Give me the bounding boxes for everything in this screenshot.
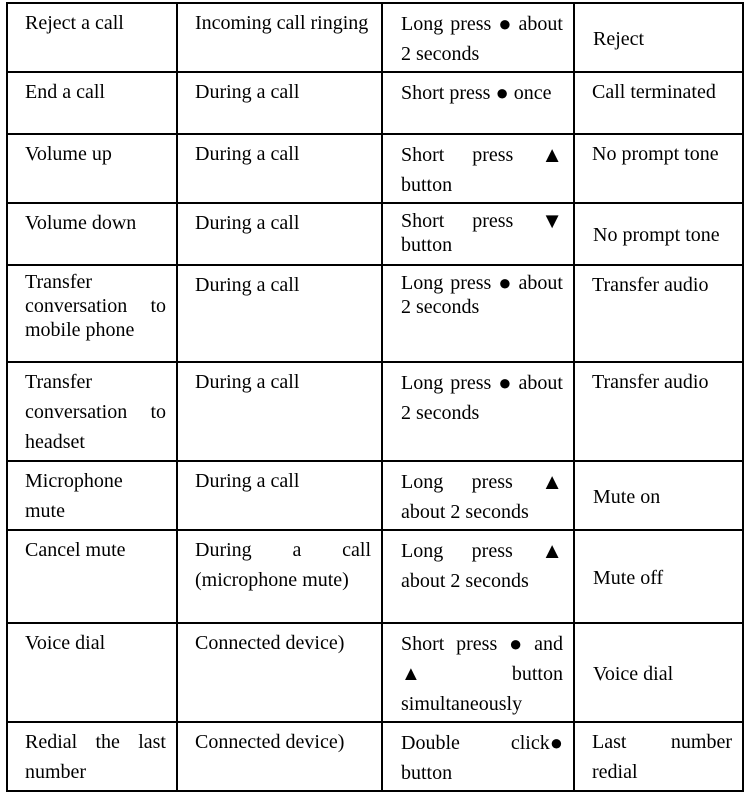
- state-cell: Incoming call ringing: [177, 3, 382, 72]
- operation-cell: [382, 72, 574, 134]
- table-row: [7, 461, 743, 530]
- result-cell: No prompt tone: [574, 134, 743, 203]
- result-cell: Mute off: [574, 530, 743, 623]
- operation-text: Short press: [401, 82, 496, 104]
- operation-text: button: [401, 234, 453, 256]
- operation-text: about 2 seconds: [401, 570, 529, 592]
- function-cell: Reject a call: [7, 3, 177, 72]
- operation-text: and ▲ button simultaneously: [401, 633, 563, 715]
- table-row: [7, 3, 743, 72]
- state-cell: Connected device): [177, 722, 382, 791]
- operation-text: about 2 seconds: [401, 13, 563, 65]
- result-cell: Mute on: [574, 461, 743, 530]
- operation-text: Long press: [401, 13, 499, 35]
- result-cell: Transfer audio: [574, 362, 743, 461]
- function-cell: Volume up: [7, 134, 177, 203]
- button-glyph-icon: ●: [549, 730, 563, 755]
- function-cell: Redial the last number: [7, 722, 177, 791]
- operation-text: once: [508, 82, 552, 104]
- operation-cell: [382, 623, 574, 722]
- function-cell: Microphone mute: [7, 461, 177, 530]
- result-cell: Reject: [574, 3, 743, 72]
- operation-text: Short press: [401, 210, 542, 232]
- operation-cell: [382, 461, 574, 530]
- operation-text: about 2 seconds: [401, 501, 529, 523]
- operation-text: Short press: [401, 633, 510, 655]
- button-glyph-icon: ▲: [541, 469, 563, 494]
- function-cell: Cancel mute: [7, 530, 177, 623]
- operation-cell: [382, 265, 574, 362]
- table-row: [7, 362, 743, 461]
- table-row: [7, 203, 743, 265]
- result-cell: No prompt tone: [574, 203, 743, 265]
- operation-text: Long press: [401, 372, 499, 394]
- button-glyph-icon: ●: [509, 631, 523, 656]
- function-cell: Transfer conversation to mobile phone: [7, 265, 177, 362]
- operation-cell: [382, 134, 574, 203]
- operation-text: Double click: [401, 732, 550, 754]
- operation-text: button: [401, 174, 453, 196]
- operation-text: button: [401, 762, 453, 784]
- table-row: [7, 530, 743, 623]
- function-cell: Volume down: [7, 203, 177, 265]
- function-cell: End a call: [7, 72, 177, 134]
- operation-text: Long press: [401, 540, 542, 562]
- operation-text: Long press: [401, 272, 499, 294]
- button-function-table: [6, 2, 744, 792]
- state-cell: During a call: [177, 134, 382, 203]
- operation-cell: [382, 203, 574, 265]
- button-glyph-icon: ▲: [541, 538, 563, 563]
- result-cell: Call terminated: [574, 72, 743, 134]
- operation-text: Long press: [401, 471, 542, 493]
- table-row: [7, 72, 743, 134]
- state-cell: During a call: [177, 362, 382, 461]
- function-cell: Voice dial: [7, 623, 177, 722]
- result-cell: Transfer audio: [574, 265, 743, 362]
- state-cell: Connected device): [177, 623, 382, 722]
- operation-text: about 2 seconds: [401, 272, 563, 318]
- function-cell: Transfer conversation to headset: [7, 362, 177, 461]
- operation-cell: [382, 530, 574, 623]
- state-cell: During a call: [177, 461, 382, 530]
- state-cell: During a call: [177, 203, 382, 265]
- button-glyph-icon: ●: [498, 11, 512, 36]
- state-cell: During a call: [177, 72, 382, 134]
- operation-cell: [382, 3, 574, 72]
- operation-text: about 2 seconds: [401, 372, 563, 424]
- button-glyph-icon: ●: [495, 80, 509, 105]
- table-row: [7, 134, 743, 203]
- button-glyph-icon: ●: [498, 270, 512, 295]
- button-glyph-icon: ●: [498, 370, 512, 395]
- button-glyph-icon: ▼: [541, 208, 563, 233]
- button-glyph-icon: ▲: [541, 142, 563, 167]
- state-cell: During a call (microphone mute): [177, 530, 382, 623]
- table-row: [7, 623, 743, 722]
- operation-cell: [382, 362, 574, 461]
- result-cell: Last number redial: [574, 722, 743, 791]
- table-row: [7, 265, 743, 362]
- state-cell: During a call: [177, 265, 382, 362]
- result-cell: Voice dial: [574, 623, 743, 722]
- operation-text: Short press: [401, 144, 542, 166]
